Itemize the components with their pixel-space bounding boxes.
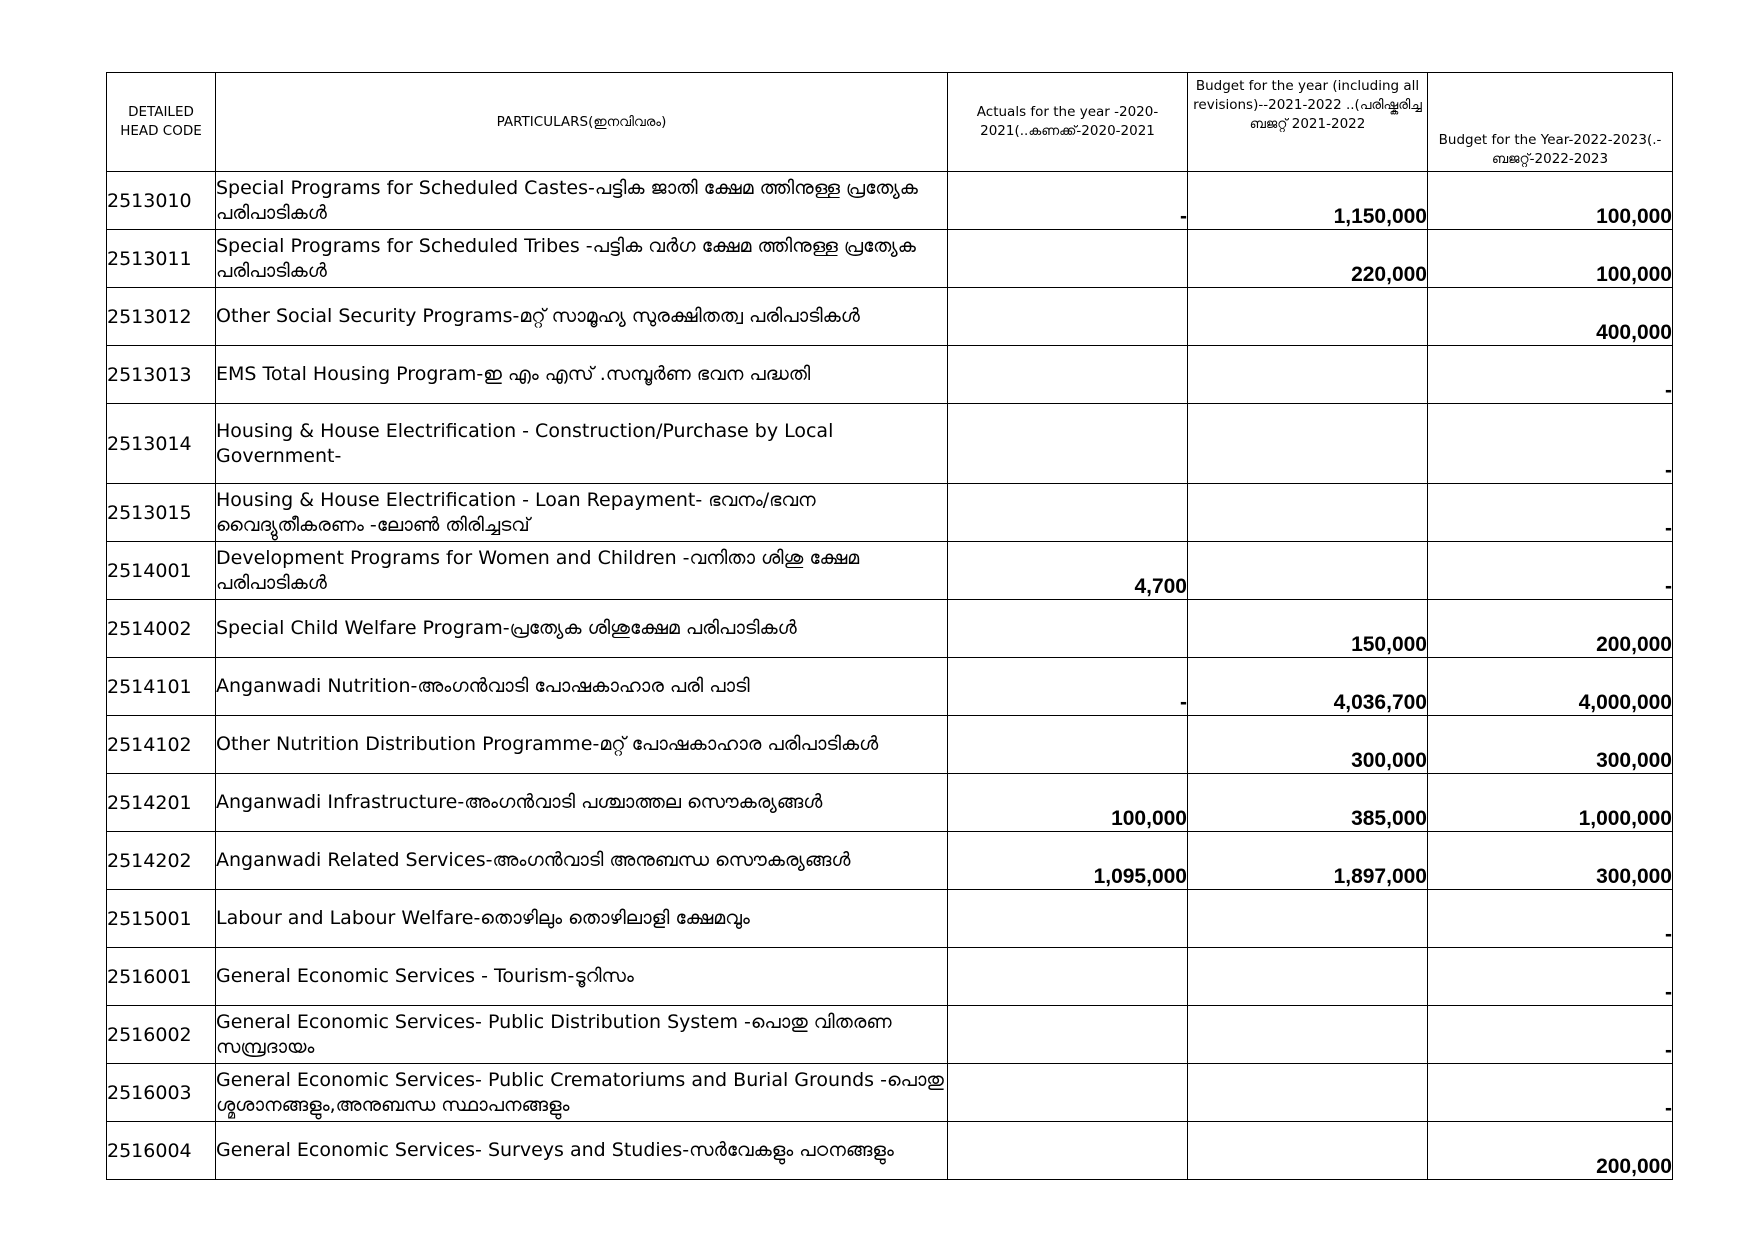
actuals-cell [948,230,1188,288]
budget-table [106,72,1673,1180]
head-code-cell: 2514001 [107,542,216,600]
actuals-cell [948,890,1188,948]
table-row [107,716,1673,774]
header-budget-current: Budget for the year (including all revisions)--2021-2022 ..(പരിഷ്കരിച്ച ബജറ്റ് 2021-2022 [1188,73,1428,172]
table-row [107,1122,1673,1180]
budget-current-cell: 1,897,000 [1188,832,1428,890]
table-row [107,288,1673,346]
actuals-cell [948,484,1188,542]
budget-next-cell: - [1428,484,1673,542]
budget-next-cell: 100,000 [1428,230,1673,288]
budget-next-cell: - [1428,948,1673,1006]
particulars-cell: Housing & House Electrification - Loan Repayment- ഭവനം/ഭവന വൈദ്യുതീകരണം -ലോണ്‍ തിരിച്ചടവ് [216,484,948,542]
particulars-cell: Special Child Welfare Program-പ്രത്യേക ശിശുക്ഷേമ പരിപാടികള്‍ [216,600,948,658]
particulars-cell: Special Programs for Scheduled Castes-പട്ടിക ജാതി ക്ഷേമ ത്തിനുള്ള പ്രത്യേക പരിപാടികള്‍ [216,172,948,230]
particulars-cell: General Economic Services- Public Distribution System -പൊതു വിതരണ സമ്പ്രദായം [216,1006,948,1064]
budget-current-cell [1188,1122,1428,1180]
particulars-cell: Other Social Security Programs-മറ്റ് സാമൂഹ്യ സുരക്ഷിതത്വ പരിപാടികള്‍ [216,288,948,346]
budget-next-cell: 200,000 [1428,600,1673,658]
budget-current-cell [1188,404,1428,484]
budget-next-cell: - [1428,1064,1673,1122]
particulars-cell: General Economic Services - Tourism-ടൂറിസം [216,948,948,1006]
particulars-cell: Housing & House Electrification - Construction/Purchase by Local Government- [216,404,948,484]
head-code-cell: 2513011 [107,230,216,288]
header-budget-next: Budget for the Year-2022-2023(.-ബജറ്റ്-2022-2023 [1428,73,1673,172]
actuals-cell [948,1122,1188,1180]
budget-next-cell: 400,000 [1428,288,1673,346]
budget-current-cell: 220,000 [1188,230,1428,288]
particulars-cell: Other Nutrition Distribution Programme-മറ്റ് പോഷകാഹാര പരിപാടികള്‍ [216,716,948,774]
particulars-cell: General Economic Services- Surveys and Studies-സര്‍വേകളും പഠനങ്ങളും [216,1122,948,1180]
budget-current-cell [1188,948,1428,1006]
budget-current-cell [1188,484,1428,542]
particulars-cell: Labour and Labour Welfare-തൊഴിലും തൊഴിലാളി ക്ഷേമവും [216,890,948,948]
budget-next-cell: 4,000,000 [1428,658,1673,716]
table-row [107,484,1673,542]
header-row [107,73,1673,172]
actuals-cell [948,1006,1188,1064]
head-code-cell: 2516002 [107,1006,216,1064]
header-actuals: Actuals for the year -2020-2021(..കണക്ക്-2020-2021 [948,73,1188,172]
budget-current-cell [1188,890,1428,948]
particulars-cell: Anganwadi Nutrition-അംഗന്‍വാടി പോഷകാഹാര പരി പാടി [216,658,948,716]
actuals-cell: 4,700 [948,542,1188,600]
head-code-cell: 2516004 [107,1122,216,1180]
actuals-cell [948,716,1188,774]
actuals-cell [948,288,1188,346]
budget-next-cell: - [1428,890,1673,948]
head-code-cell: 2514102 [107,716,216,774]
head-code-cell: 2516003 [107,1064,216,1122]
budget-next-cell: 300,000 [1428,832,1673,890]
head-code-cell: 2513012 [107,288,216,346]
head-code-cell: 2514101 [107,658,216,716]
table-row [107,230,1673,288]
head-code-cell: 2513015 [107,484,216,542]
actuals-cell [948,1064,1188,1122]
header-particulars: PARTICULARS(ഇനവിവരം) [216,73,948,172]
budget-next-cell: - [1428,542,1673,600]
table-row [107,832,1673,890]
particulars-cell: Anganwadi Infrastructure-അംഗന്‍വാടി പശ്ചാത്തല സൌകര്യങ്ങള്‍ [216,774,948,832]
budget-next-cell: - [1428,404,1673,484]
table-row [107,890,1673,948]
budget-current-cell [1188,542,1428,600]
particulars-cell: Development Programs for Women and Children -വനിതാ ശിശു ക്ഷേമ പരിപാടികള്‍ [216,542,948,600]
budget-next-cell: - [1428,1006,1673,1064]
table-row [107,600,1673,658]
head-code-cell: 2516001 [107,948,216,1006]
budget-current-cell: 150,000 [1188,600,1428,658]
head-code-cell: 2515001 [107,890,216,948]
head-code-cell: 2514002 [107,600,216,658]
actuals-cell [948,404,1188,484]
budget-current-cell [1188,1064,1428,1122]
actuals-cell: - [948,172,1188,230]
budget-next-cell: 200,000 [1428,1122,1673,1180]
budget-current-cell [1188,346,1428,404]
budget-next-cell: - [1428,346,1673,404]
actuals-cell [948,600,1188,658]
actuals-cell: 100,000 [948,774,1188,832]
table-row [107,658,1673,716]
particulars-cell: General Economic Services- Public Crematoriums and Burial Grounds -പൊതു ശ്മശാനങ്ങളും,അനുബന്ധ സ്ഥാപനങ്ങളും [216,1064,948,1122]
budget-next-cell: 300,000 [1428,716,1673,774]
actuals-cell [948,948,1188,1006]
head-code-cell: 2513010 [107,172,216,230]
head-code-cell: 2514201 [107,774,216,832]
actuals-cell: - [948,658,1188,716]
budget-next-cell: 1,000,000 [1428,774,1673,832]
table-row [107,172,1673,230]
table-row [107,1064,1673,1122]
head-code-cell: 2514202 [107,832,216,890]
table-row [107,542,1673,600]
table-row [107,948,1673,1006]
budget-current-cell: 385,000 [1188,774,1428,832]
budget-next-cell: 100,000 [1428,172,1673,230]
head-code-cell: 2513014 [107,404,216,484]
budget-current-cell: 1,150,000 [1188,172,1428,230]
budget-current-cell [1188,1006,1428,1064]
budget-current-cell: 300,000 [1188,716,1428,774]
actuals-cell [948,346,1188,404]
table-row [107,1006,1673,1064]
budget-current-cell: 4,036,700 [1188,658,1428,716]
particulars-cell: Anganwadi Related Services-അംഗന്‍വാടി അനുബന്ധ സൌകര്യങ്ങള്‍ [216,832,948,890]
budget-current-cell [1188,288,1428,346]
table-row [107,404,1673,484]
table-row [107,774,1673,832]
actuals-cell: 1,095,000 [948,832,1188,890]
particulars-cell: Special Programs for Scheduled Tribes -പട്ടിക വര്‍ഗ ക്ഷേമ ത്തിനുള്ള പ്രത്യേക പരിപാടികള്‍ [216,230,948,288]
particulars-cell: EMS Total Housing Program-ഇ എം എസ് .സമ്പൂര്‍ണ ഭവന പദ്ധതി [216,346,948,404]
header-head-code: DETAILED HEAD CODE [107,73,216,172]
head-code-cell: 2513013 [107,346,216,404]
table-row [107,346,1673,404]
